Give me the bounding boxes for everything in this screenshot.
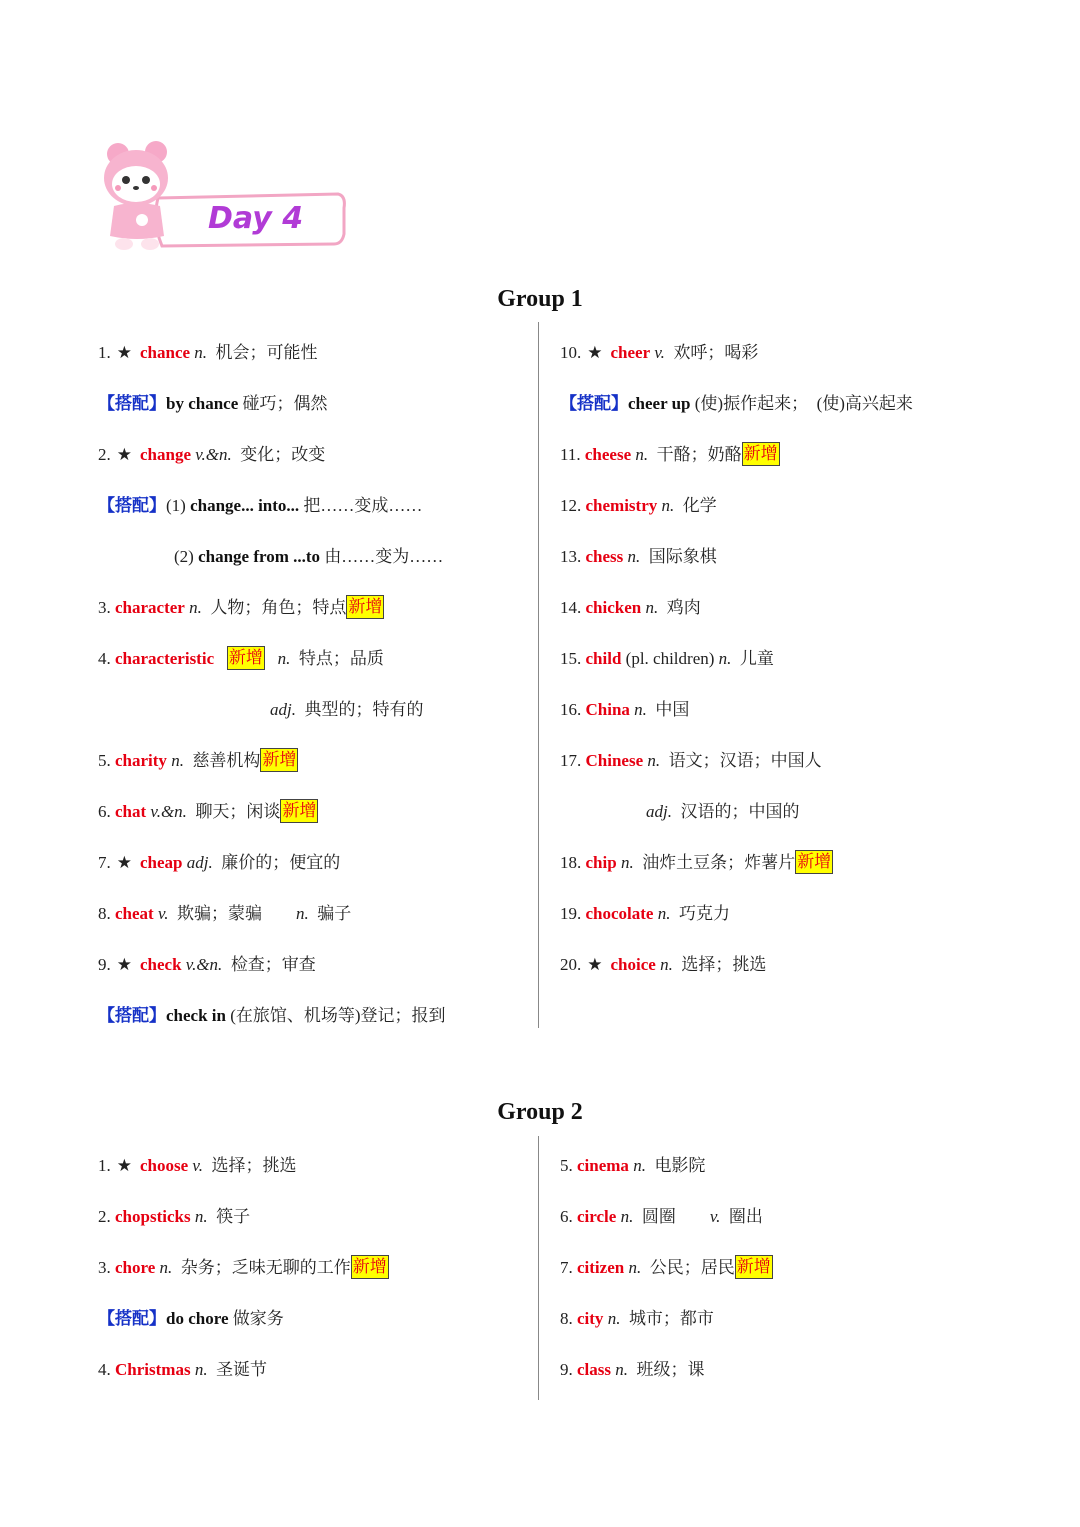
entry-number: 7. [98,853,111,872]
entry-number: 9. [560,1360,573,1379]
vocab-entry [560,1307,714,1331]
meaning: 化学 [682,496,717,515]
entry-number: 4. [98,649,111,668]
entry-number: 2. [98,445,111,464]
vocab-entry [98,1358,267,1382]
part-of-speech: v. [654,343,665,362]
headword: chat [115,802,147,821]
banner-title: Day 4 [208,201,304,236]
part-of-speech: v.&n. [185,955,223,974]
part-of-speech: n. [645,598,659,617]
vocab-entry [98,851,340,875]
column-divider [538,322,539,1028]
part-of-speech: v.&n. [150,802,187,821]
vocab-entry [560,1154,705,1178]
meaning: 班级；课 [636,1360,705,1379]
meaning: 儿童 [739,649,774,668]
star-icon: ★ [116,343,132,362]
new-badge: 新增 [260,748,298,772]
vocab-entry [560,341,758,365]
bear-mascot-icon [98,136,348,254]
vocab-entry [98,443,325,467]
entry-number: 8. [560,1309,573,1328]
headword: cheap [140,853,183,872]
meaning: 碰巧；偶然 [242,394,328,413]
vocab-entry [560,1205,763,1229]
plural-note: (pl. children) [625,649,715,668]
part-of-speech: n. [661,496,675,515]
meaning: 把……变成…… [303,496,423,515]
meaning: 圣诞节 [216,1360,268,1379]
collocation-phrase: do chore [166,1309,229,1328]
headword: chopsticks [115,1207,191,1226]
part-of-speech: v.&n. [195,445,232,464]
meaning: 聊天；闲谈 [195,802,281,821]
new-badge: 新增 [795,850,833,874]
vocab-entry [560,647,774,671]
meaning: 欢呼；喝彩 [673,343,759,362]
headword: cheat [115,904,154,923]
meaning: 电影院 [654,1156,706,1175]
part-of-speech: n. [628,1258,642,1277]
new-badge: 新增 [227,646,265,670]
vocab-entry [270,698,423,722]
part-of-speech: n. [607,1309,621,1328]
vocab-entry [98,1256,389,1280]
collocation-phrase: check in [166,1006,226,1025]
headword: charity [115,751,167,770]
part-of-speech: v. [709,1207,721,1226]
headword: chess [585,547,624,566]
day-banner [98,136,348,254]
headword: circle [577,1207,617,1226]
part-of-speech: v. [192,1156,203,1175]
part-of-speech: adj. [270,700,296,719]
part-of-speech: n. [171,751,184,770]
new-badge: 新增 [280,799,318,823]
headword: China [585,700,630,719]
entry-number: 16. [560,700,582,719]
headword: cinema [577,1156,629,1175]
entry-number: 3. [98,1258,111,1277]
part-of-speech: adj. [186,853,213,872]
part-of-speech: v. [157,904,169,923]
collocation-prefix: (1) [166,496,191,515]
headword: citizen [577,1258,625,1277]
vocab-entry [646,800,799,824]
meaning: 典型的；特有的 [304,700,424,719]
vocab-entry [560,545,717,569]
meaning: 由……变为…… [324,547,444,566]
meaning: (在旅馆、机场等)登记；报到 [230,1006,446,1025]
entry-number: 19. [560,904,582,923]
vocab-entry [174,545,443,569]
meaning: 变化；改变 [240,445,326,464]
part-of-speech: n. [620,853,634,872]
vocab-entry [98,1205,250,1229]
meaning: 欺骗；蒙骗 [177,904,263,923]
part-of-speech: n. [627,547,641,566]
headword: chance [140,343,191,362]
meaning: 做家务 [232,1309,284,1328]
meaning: 干酪；奶酪 [656,445,742,464]
vocab-entry [560,596,701,620]
part-of-speech: n. [718,649,732,668]
meaning: 圈出 [728,1207,763,1226]
collocation-phrase: cheer up [628,394,691,413]
star-icon: ★ [116,1156,132,1175]
collocation-line [560,392,913,416]
part-of-speech: n. [620,1207,634,1226]
meaning: 鸡肉 [666,598,701,617]
meaning: 国际象棋 [648,547,717,566]
vocab-entry [98,1154,296,1178]
headword: Christmas [115,1360,191,1379]
headword: chemistry [585,496,658,515]
collocation-tag: 【搭配】 [98,394,166,413]
vocab-entry [98,341,318,365]
star-icon: ★ [116,445,132,464]
vocab-entry [560,1256,773,1280]
headword: cheese [584,445,632,464]
column-divider [538,1136,539,1400]
headword: chore [115,1258,156,1277]
part-of-speech: n. [194,1360,208,1379]
meaning: 慈善机构 [192,751,261,770]
vocab-entry [560,1358,705,1382]
vocab-entry [98,749,298,773]
entry-number: 11. [560,445,581,464]
part-of-speech: n. [634,700,647,719]
meaning: 杂务；乏味无聊的工作 [180,1258,351,1277]
meaning: 选择；挑选 [211,1156,297,1175]
entry-number: 12. [560,496,582,515]
meaning: 检查；审查 [230,955,316,974]
part-of-speech: n. [657,904,671,923]
entry-number: 6. [560,1207,573,1226]
part-of-speech: n. [615,1360,628,1379]
entry-number: 18. [560,853,582,872]
headword: characteristic [115,649,215,668]
part-of-speech: n. [277,649,291,668]
headword: check [140,955,182,974]
collocation-line [98,392,328,416]
collocation-phrase: by chance [166,394,239,413]
headword: chip [585,853,617,872]
new-badge: 新增 [346,595,384,619]
entry-number: 20. [560,955,582,974]
new-badge: 新增 [735,1255,773,1279]
vocab-entry [98,596,384,620]
collocation-tag: 【搭配】 [560,394,628,413]
meaning: 语文；汉语；中国人 [668,751,822,770]
collocation-line [98,494,422,518]
headword: character [115,598,185,617]
entry-number: 10. [560,343,582,362]
entry-number: 8. [98,904,111,923]
entry-number: 1. [98,343,111,362]
entry-number: 2. [98,1207,111,1226]
meaning: 特点；品质 [298,649,384,668]
vocab-entry [98,902,351,926]
star-icon: ★ [116,853,132,872]
part-of-speech: n. [194,343,208,362]
headword: choose [140,1156,189,1175]
meaning: 巧克力 [678,904,730,923]
headword: chocolate [585,904,654,923]
meaning: 中国 [655,700,690,719]
part-of-speech: n. [296,904,309,923]
meaning: 城市；都市 [628,1309,714,1328]
vocab-entry [560,749,822,773]
part-of-speech: n. [194,1207,208,1226]
vocab-entry [560,443,780,467]
vocab-entry [560,953,766,977]
entry-number: 5. [560,1156,573,1175]
collocation-tag: 【搭配】 [98,1006,166,1025]
vocab-entry [98,953,316,977]
headword: change [140,445,191,464]
vocab-entry [560,494,717,518]
part-of-speech: n. [635,445,649,464]
entry-number: 1. [98,1156,111,1175]
headword: Chinese [585,751,644,770]
meaning: 圆圈 [641,1207,676,1226]
entry-number: 13. [560,547,582,566]
group-title: Group 1 [497,286,583,312]
part-of-speech: n. [189,598,202,617]
vocab-entry [560,698,689,722]
headword: city [577,1309,604,1328]
collocation-tag: 【搭配】 [98,1309,166,1328]
collocation-phrase: change from ...to [198,547,321,566]
meaning: 机会；可能性 [215,343,318,362]
new-badge: 新增 [742,442,780,466]
vocab-entry [560,851,833,875]
part-of-speech: n. [159,1258,173,1277]
meaning: 骗子 [317,904,352,923]
entry-number: 3. [98,598,111,617]
star-icon: ★ [587,343,603,362]
meaning: 筷子 [216,1207,251,1226]
collocation-phrase: change... into... [190,496,300,515]
headword: cheer [610,343,651,362]
part-of-speech: n. [647,751,661,770]
entry-number: 7. [560,1258,573,1277]
entry-number: 9. [98,955,111,974]
part-of-speech: n. [633,1156,646,1175]
vocab-entry [560,902,730,926]
part-of-speech: adj. [646,802,672,821]
part-of-speech: n. [660,955,673,974]
headword: child [585,649,622,668]
headword: class [577,1360,611,1379]
meaning: 廉价的；便宜的 [221,853,341,872]
collocation-line [98,1004,446,1028]
entry-number: 17. [560,751,582,770]
vocab-entry [98,647,384,671]
group-title: Group 2 [497,1099,583,1125]
entry-number: 6. [98,802,111,821]
meaning: 汉语的；中国的 [680,802,800,821]
meaning: 油炸土豆条；炸薯片 [642,853,796,872]
vocab-entry [98,800,318,824]
meaning: (使)振作起来； (使)高兴起来 [694,394,913,413]
collocation-tag: 【搭配】 [98,496,166,515]
entry-number: 14. [560,598,582,617]
entry-number: 4. [98,1360,111,1379]
star-icon: ★ [587,955,603,974]
new-badge: 新增 [351,1255,389,1279]
star-icon: ★ [116,955,132,974]
headword: chicken [585,598,642,617]
meaning: 公民；居民 [649,1258,735,1277]
entry-number: 5. [98,751,111,770]
collocation-line [98,1307,284,1331]
meaning: 人物；角色；特点 [210,598,347,617]
headword: choice [610,955,656,974]
entry-number: 15. [560,649,582,668]
meaning: 选择；挑选 [681,955,767,974]
collocation-prefix: (2) [174,547,199,566]
